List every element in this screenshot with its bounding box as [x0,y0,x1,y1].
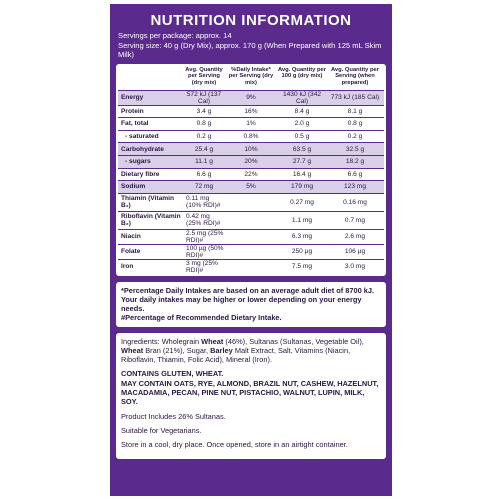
ingr-part-1: Wholegrain [161,336,200,346]
nutrient-value: 10% [244,145,258,153]
nutrient-value: 572 kJ (137 Cal) [186,90,222,105]
nutrient-label: Folate [121,248,141,256]
nutrient-value: 20% [244,158,258,166]
ingr-part-7: Malt Extract, Salt, Vitamins (Niacin, Riboflavin, Thiamin, Folic Acid), Mineral (Iron). [121,345,351,365]
header-per-100g: Avg. Quantity per 100 g (dry mix) [277,66,327,80]
table-row [118,168,384,181]
nutrient-value: 0.11 mg (10% RDI)# [186,195,221,210]
nutrient-value: 8.1 g [347,107,363,115]
nutrient-value: 6.6 g [196,170,212,178]
table-row [118,155,384,168]
nutrient-value: 106 µg [344,248,366,256]
sultanas-statement: Product Includes 26% Sultanas. [121,411,226,421]
nutrient-value: 179 mg [291,183,313,191]
nutrient-value: 2.0 g [294,120,310,128]
ingredients-list [121,337,381,365]
nutrient-value: 1430 kJ (342 Cal) [282,90,322,105]
rdi-note: #Percentage of Recommended Dietary Intake. [121,313,282,323]
nutrient-value: 100 µg (50% RDI)# [186,244,224,259]
nutrient-value: 7.5 mg [291,263,313,271]
nutrient-value: 2.5 mg (25% RDI)# [186,229,224,244]
table-row [118,193,384,211]
nutrient-value: 6.6 g [347,170,363,178]
nutrient-value: 63.5 g [292,145,312,153]
table-row [118,180,384,193]
table-row [118,211,384,229]
table-header [118,67,384,87]
nutrient-label: - sugars [125,158,151,166]
nutrient-value: 0.2 g [196,133,212,141]
table-row [118,105,384,118]
nutrient-value: 1% [246,120,256,128]
nutrient-label: - saturated [125,133,159,141]
nutrient-label: Riboflavin (Vitamin B₂) [121,213,181,228]
nutrient-value: 0.5 g [294,133,310,141]
nutrition-table [116,64,386,276]
panel-title: NUTRITION INFORMATION [150,12,352,29]
nutrient-label: Energy [121,94,144,102]
nutrient-value: 5% [246,183,256,191]
nutrient-value: 3.0 mg [344,263,366,271]
nutrient-label: Protein [121,107,144,115]
nutrient-value: 72 mg [194,183,214,191]
ingr-part-3: (46%), Sultanas (Sultanas, Vegetable Oil), [225,336,364,346]
nutrient-value: 0.8 g [196,120,212,128]
nutrient-value: 0.8% [243,133,259,141]
nutrient-value: 1.1 mg [291,216,313,224]
nutrient-value: 123 mg [344,183,366,191]
ingr-barley: Barley [210,345,233,355]
nutrient-label: Thiamin (Vitamin B₁) [121,195,175,210]
table-row [118,244,384,259]
nutrient-value: 3.4 g [196,107,212,115]
footnotes [116,282,386,327]
table-row [118,142,384,155]
nutrient-value: 0.7 mg [344,216,366,224]
nutrient-label: Sodium [121,183,146,191]
nutrient-value: 8.4 g [294,107,310,115]
header-blank [118,67,182,87]
nutrient-value: 6.3 mg [291,233,313,241]
vegetarian-statement: Suitable for Vegetarians. [121,425,202,435]
nutrient-value: 0.2 g [347,133,363,141]
table-row [118,90,384,105]
nutrient-value: 18.2 g [345,158,365,166]
ingr-wheat: Wheat [201,336,224,346]
serving-size: Serving size: 40 g (Dry Mix), approx. 170 g (When Prepared with 125 mL Skim Milk) [118,40,382,60]
contains-statement: CONTAINS GLUTEN, WHEAT. [121,369,224,379]
table-row [118,117,384,130]
nutrient-value: 773 kJ (185 Cal) [330,94,380,102]
nutrient-value: 3 mg (25% RDI)# [186,259,218,274]
header-serving: Avg. Quantity per Serving (dry mix) [185,66,223,86]
ingr-wheat-2: Wheat [121,345,144,355]
ingredients-label: Ingredients: [121,336,160,346]
header-daily-intake: %Daily Intake* per Serving (dry mix) [228,66,274,86]
ingredients-box [116,333,386,459]
nutrient-value: 9% [246,94,256,102]
nutrient-value: 0.16 mg [343,198,367,206]
nutrient-label: Fat, total [121,120,149,128]
nutrient-value: 27.7 g [292,158,312,166]
nutrient-value: 2.6 mg [344,233,366,241]
nutrient-value: 250 µg [291,248,313,256]
nutrient-value: 32.5 g [345,145,365,153]
nutrient-value: 11.1 g [195,158,213,166]
nutrient-value: 16% [244,107,258,115]
nutrient-value: 16.4 g [292,170,312,178]
table-row [118,259,384,274]
nutrition-panel [110,4,392,496]
header-prepared: Avg. Quantity per Serving (when prepared) [330,66,380,86]
ingr-part-5: Bran (21%), Sugar, [145,345,209,355]
nutrient-label: Niacin [121,233,141,241]
nutrient-value: 25.4 g [194,145,214,153]
storage-statement: Store in a cool, dry place. Once opened, store in an airtight container. [121,440,348,450]
nutrient-label: Dietary fibre [121,170,160,178]
daily-intake-note: *Percentage Daily Intakes are based on an average adult diet of 8700 kJ. Your daily intakes may be higher or lower depending on your energy needs. [121,285,375,314]
table-row [118,130,384,143]
nutrient-value: 0.8 g [347,120,363,128]
table-body [118,90,384,274]
may-contain-statement: MAY CONTAIN OATS, RYE, ALMOND, BRAZIL NUT, CASHEW, HAZELNUT, MACADAMIA, PECAN, PINE NUT, PISTACHIO, WALNUT, LUPIN, MILK, SOY. [121,378,379,407]
nutrient-value: 0.42 mg (25% RDI)# [186,213,221,228]
table-row [118,229,384,244]
nutrient-value: 22% [244,170,258,178]
servings-per-package: Servings per package: approx. 14 [118,31,232,40]
nutrient-label: Carbohydrate [121,145,164,153]
nutrient-label: Iron [121,263,134,271]
nutrient-value: 0.27 mg [290,198,314,206]
